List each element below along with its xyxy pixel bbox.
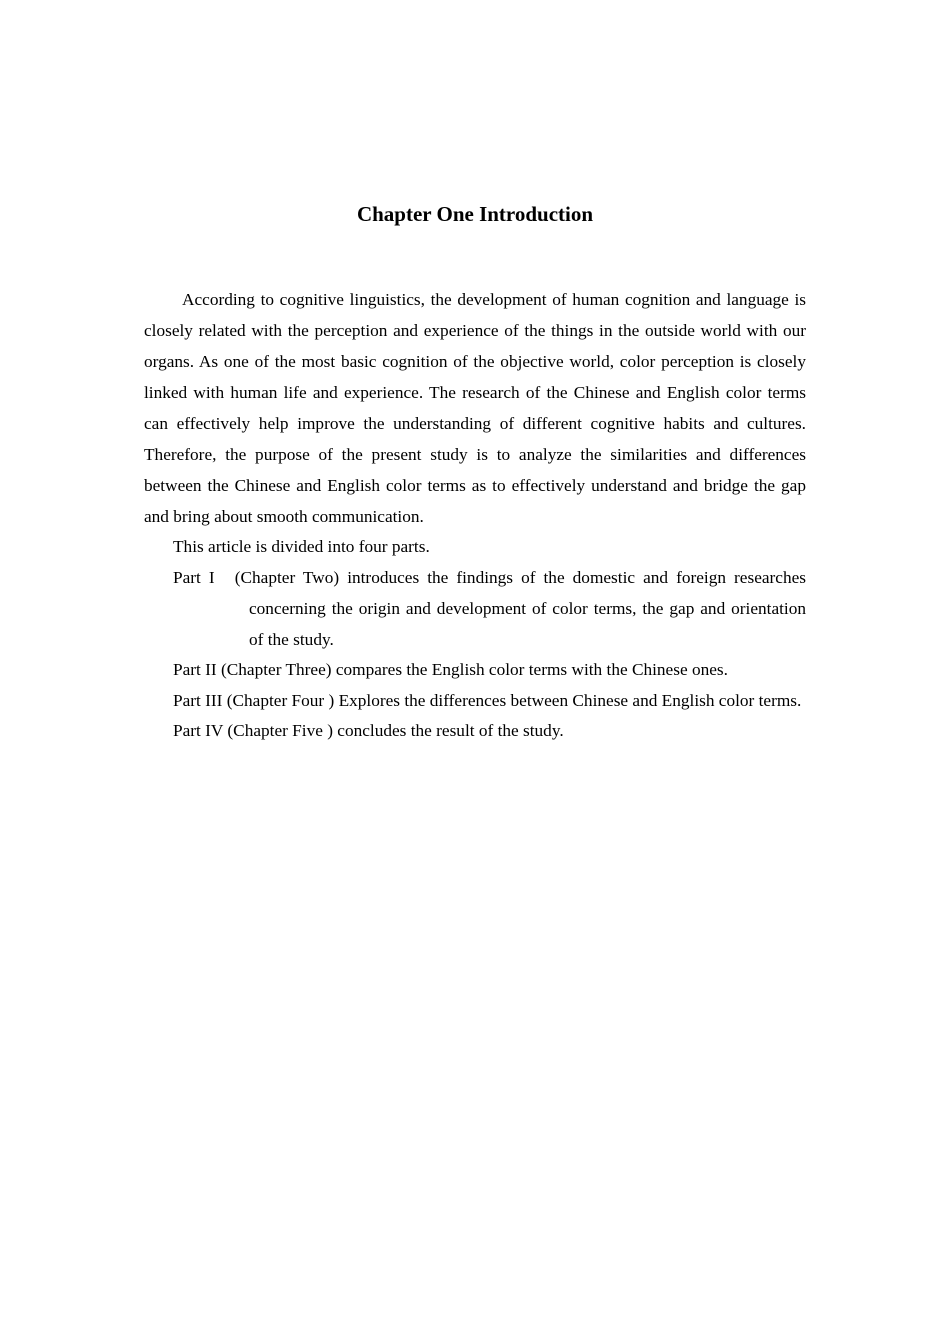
part-description: (Chapter Four ) Explores the differences between Chinese and English color terms. — [226, 691, 802, 710]
chapter-body — [144, 284, 806, 746]
part-item-1 — [173, 562, 806, 655]
part-label: Part III — [173, 691, 227, 710]
part-description: (Chapter Five ) concludes the result of the study. — [227, 721, 564, 740]
part-label: Part II — [173, 660, 221, 679]
part-item-2 — [173, 655, 806, 685]
chapter-title: Chapter One Introduction — [356, 202, 594, 226]
part-description: (Chapter Two) introduces the findings of the domestic and foreign researches concerning the origin and development of color terms, the gap and orientation of the study. — [234, 568, 806, 649]
part-description: (Chapter Three) compares the English color terms with the Chinese ones. — [221, 660, 728, 679]
part-label: Part I — [173, 568, 223, 587]
part-label: Part IV — [173, 721, 228, 740]
parts-list — [144, 562, 806, 746]
part-item-4 — [173, 716, 806, 746]
structure-sentence: This article is divided into four parts. — [173, 537, 430, 556]
part-item-3 — [173, 685, 806, 716]
intro-paragraph: According to cognitive linguistics, the development of human cognition and language is closely related with the perception and experience of the things in the outside world with our organs. As one of the most basic cognition of the objective world, color perception is closely linked with human life and experience. The research of the Chinese and English color terms can effectively help improve the understanding of different cognitive habits and cultures. Therefore, the purpose of the present study is to analyze the similarities and differences between the Chinese and English color terms as to effectively understand and bridge the gap and bring about smooth communication. — [144, 290, 806, 526]
